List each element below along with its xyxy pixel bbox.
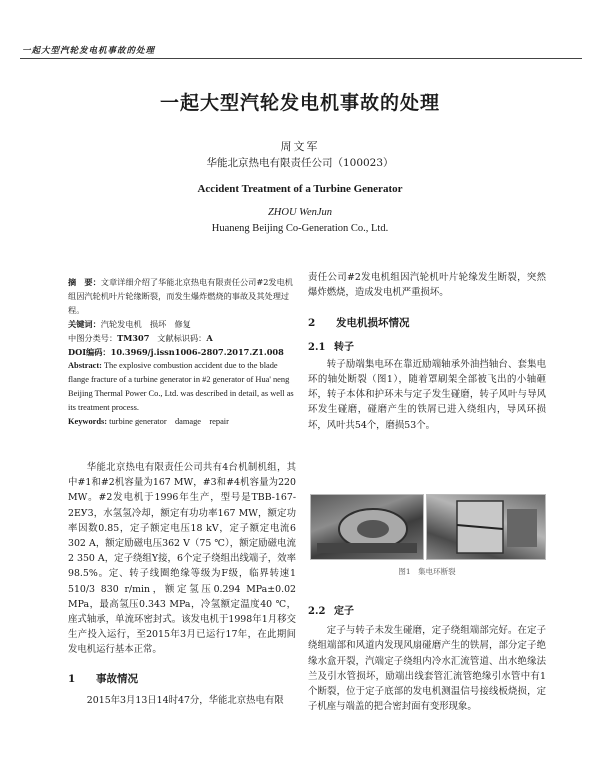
- subsection-2-1-number: 2.1: [308, 341, 326, 353]
- subsection-2-1-title: 转子: [334, 341, 354, 353]
- english-author: ZHOU WenJun: [267, 207, 333, 218]
- clc-label: 中图分类号：: [68, 333, 118, 343]
- figure-1-caption: 图1 集电环断裂: [398, 567, 456, 576]
- doc-code-label: 文献标识码：: [157, 333, 207, 343]
- left-column: [68, 460, 296, 708]
- keywords-en-line: [68, 415, 296, 429]
- abstract-zh: [68, 275, 296, 317]
- section-2-number: 2: [308, 317, 316, 330]
- section-1-paragraph: 2015年3月13日14时47分，华能北京热电有限: [86, 694, 284, 706]
- classification-line: [68, 331, 296, 345]
- author-affiliation: 华能北京热电有限责任公司（100023）: [206, 157, 394, 169]
- doi-value: 10.3969/j.issn1006-2807.2017.Z1.008: [110, 347, 284, 357]
- figure-1-photo-left: [310, 494, 424, 560]
- abstract-label: 摘 要：: [68, 277, 101, 287]
- section-2-heading: [308, 316, 546, 331]
- english-affiliation: Huaneng Beijing Co-Generation Co., Ltd.: [211, 223, 389, 234]
- header-rule: [20, 58, 582, 59]
- abstract-en-text: The explosive combustion accident due to the blade flange fracture of a turbine generator in #2 generator of Hua' neng Beijing Thermal Power Co., Ltd. was described in detail, as well as its treatment process.: [68, 361, 294, 412]
- author-name: 周文军: [280, 140, 320, 153]
- abstract-en: [68, 359, 296, 415]
- continuation-paragraph: 责任公司#2发电机组因汽轮机叶片轮缘发生断裂，突然爆炸燃烧，造成发电机严重损坏。: [308, 272, 546, 299]
- keywords-label: 关键词：: [68, 319, 101, 329]
- subsection-2-2-title: 定子: [334, 606, 354, 617]
- article-title: 一起大型汽轮发电机事故的处理: [159, 92, 440, 114]
- doi-label: DOI编码：: [68, 347, 111, 357]
- collector-ring-photo-left: [311, 495, 423, 559]
- subsection-2-2-number: 2.2: [308, 606, 326, 617]
- intro-paragraph: 华能北京热电有限责任公司共有4台机制机组，其中#1和#2机容量为167 MW，#3和#4机容量为220 MW。#2发电机于1996年生产，型号是TBB-167-2EУ3，水氢氢冷却，额定有功功率167 MW，额定功率因数0.85，定子额定电压18 kV，定子额定电流6 302 A，额定励磁电压362 V（75 ℃），额定励磁电流2 350 A，定子绕组Y接，6个定子绕组出线端子，效率98.5%。定、转子线圈绝缘等级为F级，临界转速1 510/3 830 r/min，额定氢压0.294 MPa±0.02 MPa，最高氢压0.343 MPa，冷氢额定温度40 ℃，座式轴承，单流环密封式。该发电机于1998年1月移交生产投入运行，至2015年3月已运行17年，在此期间发电机运行基本正常。: [68, 462, 296, 656]
- subsection-2-1-paragraph: 转子励端集电环在靠近励端轴承外油挡轴台、套集电环的轴处断裂（图1），随着罩刷架全部被飞出的小轴砸坏，转子本体和护环未与定子发生碰磨，转子风叶与导风环发生碰磨，碰磨产生的铁屑已进入绕组内，导风环损坏，风叶共54个，磨损53个。: [308, 358, 546, 431]
- abstract-en-label: Abstract:: [68, 361, 102, 370]
- right-column: [308, 270, 546, 433]
- subsection-2-2-heading: [308, 604, 546, 619]
- section-1-heading: [68, 672, 296, 687]
- keywords-line: [68, 317, 296, 331]
- shaft-fracture-photo-right: [427, 495, 545, 559]
- keywords-en-label: Keywords:: [68, 417, 108, 426]
- subsection-2-2-paragraph: 定子与转子未发生碰磨，定子绕组端部完好。在定子绕组端部和风道内发现风扇碰磨产生的铁屑，部分定子绝缘水盒开裂，汽端定子绕组内冷水汇流管道、出水绝缘法兰及引水管损坏，励端出线套管汇流管绝缘引水管中有1个断裂，位于定子底部的发电机测温信号接线板烧损，定子机座与端盖的把合密封面有变形现象。: [308, 625, 546, 713]
- english-title: Accident Treatment of a Turbine Generator: [197, 183, 403, 195]
- keywords-text: 汽轮发电机 损坏 修复: [100, 319, 191, 329]
- running-header: 一起大型汽轮发电机事故的处理: [22, 46, 156, 56]
- abstract-text: 文章详细介绍了华能北京热电有限责任公司#2发电机组因汽轮机叶片轮缘断裂，而发生爆炸燃烧的事故及其处理过程。: [68, 277, 293, 315]
- keywords-en-text: turbine generator damage repair: [109, 417, 229, 426]
- section-2-title: 发电机损坏情况: [336, 317, 410, 330]
- subsection-2-1-heading: [308, 340, 546, 355]
- figure-1-photo-right: [426, 494, 546, 560]
- subsection-2-2-block: [308, 604, 546, 714]
- clc-value: TM307: [117, 333, 150, 343]
- section-1-number: 1: [68, 672, 76, 685]
- doi-line: [68, 345, 296, 359]
- section-1-title: 事故情况: [96, 672, 138, 685]
- abstract-block: [68, 275, 296, 429]
- doc-code-value: A: [206, 333, 213, 343]
